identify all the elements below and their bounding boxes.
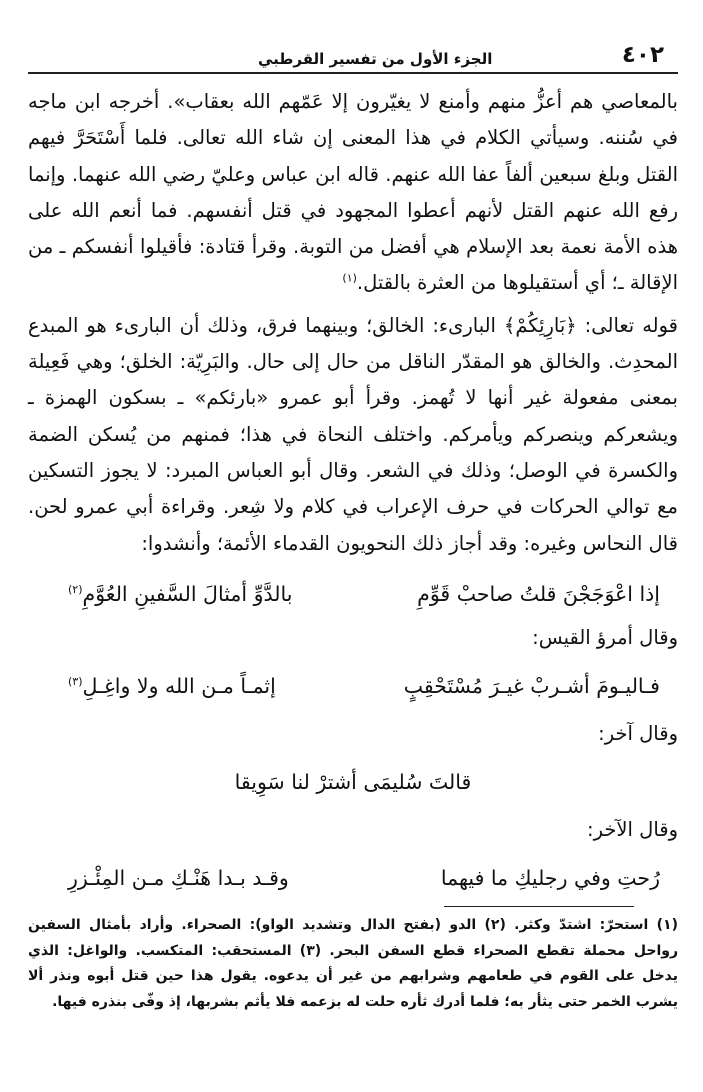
verse-3 [28, 762, 678, 802]
footnotes [28, 913, 678, 1015]
verse-4-first-hemistich: رُحتِ وفي رجليكِ ما فيهما [440, 865, 660, 890]
verse-intro-4: وقال الآخر: [587, 817, 678, 841]
book-page [28, 38, 678, 904]
footnote-divider [444, 906, 634, 907]
verse-1-first-hemistich: إذا اعْوَجَجْنَ قلتُ صاحبْ قَوِّمِ [417, 581, 660, 606]
footnote-mark-3: (٣) [68, 675, 83, 689]
paragraph-1-text: بالمعاصي هم أعزُّ منهم وأمنع لا يغيّرون إلا عَمّهم الله بعقاب». أخرجه ابن ماجه في سُننه. وسيأتي الكلام في هذا المعنى إن شاء الله تعالى. فلما أَسْتَحَرَّ فيهم القتل وبلغ سبعين ألفاً عفا الله عنهم. قاله ابن عباس وعليّ رضي الله عنهما. وإنما رفع الله عنهم القتل لأنهم أعطوا المجهود في قتل أنفسهم. فما أنعم الله على هذه الأمة نعمة بعد الإسلام هي أفضل من التوبة. وقرأ قتادة: فأقيلوا أنفسكم ـ من الإقالة ـ؛ أي أستقيلوها من العثرة بالقتل. [28, 90, 678, 295]
page-header [28, 38, 678, 74]
paragraph-2: قوله تعالى: ﴿بَارِئِكُمْ﴾ البارىء: الخالق؛ وبينهما فرق، وذلك أن البارىء هو المبدع المحدِث. والخالق هو المقدّر الناقل من حال إلى حال. والبَرِيّة: الخلق؛ وهي فَعِيلة بمعنى مفعولة غير أنها لا تُهمز. وقرأ أبو عمرو «بارئكم» ـ بسكون الهمزة ـ ويشعركم وينصركم ويأمركم. واختلف النحاة في هذا؛ فمنهم من يُسكن الضمة والكسرة في الوصل؛ وذلك في الشعر. وقال أبو العباس المبرد: لا يجوز التسكين مع توالي الحركات في حرف الإعراب في كلام ولا شِعر. وقراءة أبي عمرو لحن. قال النحاس وغيره: وقد أجاز ذلك النحويون القدماء الأئمة؛ وأنشدوا: [28, 313, 678, 555]
verse-3-text: قالتَ سُليمَى أشترْ لنا سَوِيقا [234, 769, 472, 794]
running-head: الجزء الأول من تفسير القرطبي [258, 50, 493, 68]
verse-2-first-hemistich: فـاليـومَ أشـربْ غيـرَ مُسْتَحْقِبٍ [403, 673, 660, 698]
footnote-mark-1: (١) [342, 271, 357, 285]
footnote-mark-2: (٢) [68, 583, 83, 597]
verse-1-second-hemistich: بالدَّوِّ أمثالَ السَّفينِ العُوَّمِ$^{(٢)}$ [68, 581, 293, 606]
page-number: ٤٠٢ [621, 42, 664, 68]
verse-4 [28, 858, 678, 898]
verse-2 [28, 666, 678, 706]
paragraph-1 [28, 84, 678, 302]
verse-intro-3: وقال آخر: [598, 721, 678, 745]
verse-4-second-hemistich: وقـد بـدا هَنْـكِ مـن المِئْـزرِ [68, 865, 289, 890]
footnote-text: (١) استحرّ: اشتدّ وكثر. (٢) الدو (بفتح الدال وتشديد الواو): الصحراء. وأراد بأمثال السفين رواحل محملة تقطع الصحراء قطع السفن البحر. (٣) المستحقب: المتكسب. والواغل: الذي يدخل على القوم في طعامهم وشرابهم من غير أن يدعوه. يقول هذا حين قتل أبوه ونذر ألا يشرب الخمر حتى يثأر به؛ فلما أدرك ثأره حلت له بزعمه فلا يأثم بشربها، إذ وفّى بنذره فيها. [28, 917, 679, 1010]
verse-2-second-hemistich: إثمـاً مـن الله ولا واغِـلِ$^{(٣)}$ [68, 673, 276, 698]
verse-1 [28, 574, 678, 614]
verse-intro-2: وقال أمرؤ القيس: [532, 625, 678, 649]
